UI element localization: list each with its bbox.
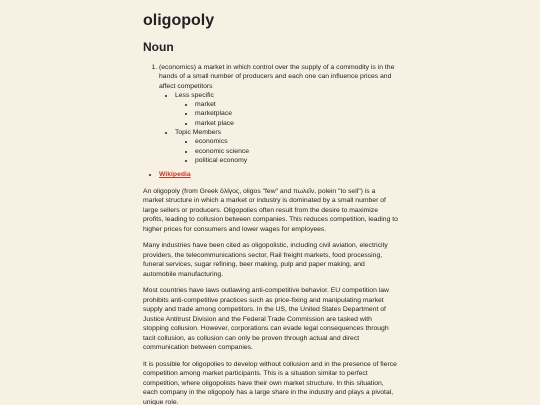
- related-groups: [159, 91, 398, 165]
- related-group-label: Less specific: [175, 91, 214, 99]
- external-links: [143, 170, 398, 179]
- related-item: • market place: [195, 119, 398, 128]
- related-group-label: Topic Members: [175, 129, 222, 137]
- related-item: • economic science: [195, 147, 398, 156]
- entry-content: [143, 63, 398, 405]
- paragraph: It is possible for oligopolies to develop without collusion and in the presence of fierce competition among market participants. This is a situation similar to perfect competition, where oligopolists have their own market structure. In this situation, each company in the oligopoly has a large share in the industry and plays a pivotal, unique role.: [143, 360, 397, 405]
- related-item: • economics: [195, 137, 398, 146]
- related-item: • political economy: [195, 156, 398, 165]
- related-group-less-specific: [175, 91, 398, 128]
- related-item: • market: [195, 100, 398, 109]
- sense-list: [143, 63, 398, 165]
- part-of-speech-heading: Noun: [143, 40, 174, 54]
- related-group-topic-members: [175, 128, 398, 165]
- sense-definition: (economics) a market in which control over the supply of a commodity is in the hands of a small number of producers and each one can influence prices and affect competitors: [159, 64, 395, 90]
- paragraph: Most countries have laws outlawing anti-competitive behavior. EU competition law prohibits anti-competitive practices such as price-fixing and manipulating market supply and trade among competitors. In the US, the United States Department of Justice Antitrust Division and the Federal Trade Commission are tasked with stopping collusion. However, corporations can evade legal consequences through tacit collusion, as collusion can only be proven through actual and direct communication between companies.: [143, 287, 389, 352]
- sense-item: [159, 63, 398, 165]
- related-item: • marketplace: [195, 109, 398, 118]
- related-items: [175, 137, 398, 165]
- external-link-item: [159, 170, 398, 179]
- wikipedia-link[interactable]: Wikipedia: [159, 171, 191, 179]
- paragraph: Many industries have been cited as oligopolistic, including civil aviation, electricity providers, the telecommunications sector, Rail freight markets, food processing, funeral services, sugar refining, beer making, pulp and paper making, and automobile manufacturing.: [143, 242, 388, 278]
- page-title: oligopoly: [143, 12, 215, 29]
- paragraph: An oligopoly (from Greek ὀλίγος, oligos "few" and πωλεῖν, polein "to sell") is a market structure in which a market or industry is dominated by a small number of large sellers or producers. Oligopolies often result from the desire to maximize profits, leading to collusion between companies. This reduces competition, leading to higher prices for consumers and lower wages for employees.: [143, 187, 398, 233]
- related-items: [175, 100, 398, 128]
